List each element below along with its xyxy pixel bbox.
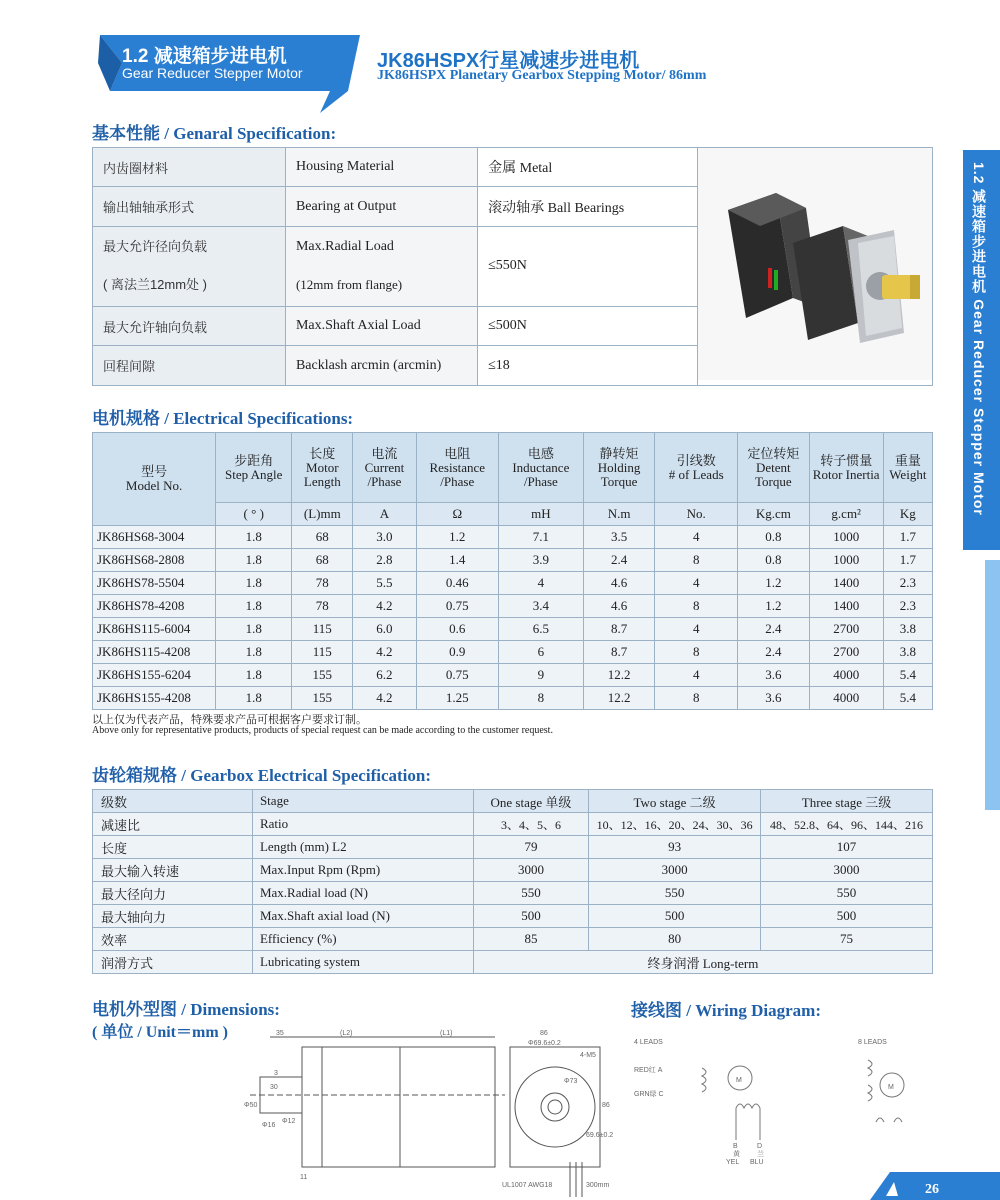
value-cell: 2.3 xyxy=(883,572,932,595)
value-cell: 3.6 xyxy=(737,664,809,687)
value-cell: 1400 xyxy=(809,572,883,595)
wire-b: B xyxy=(733,1143,738,1150)
value-cell: 78 xyxy=(292,572,353,595)
col-header xyxy=(655,433,738,503)
table-row xyxy=(93,641,933,664)
value-cell: 4 xyxy=(655,526,738,549)
note-cn: 以上仅为代表产品，特殊要求产品可根据客户要求订制。 xyxy=(92,714,367,726)
gear-cn: 最大轴向力 xyxy=(93,905,253,928)
side-accent-bar xyxy=(985,560,1000,810)
gear-en: Length (mm) L2 xyxy=(252,836,473,859)
gear-cn: 最大径向力 xyxy=(93,882,253,905)
value-cell: 0.75 xyxy=(416,595,499,618)
col-header xyxy=(809,433,883,503)
gear-en: Ratio xyxy=(252,813,473,836)
value-cell: 1.8 xyxy=(216,526,292,549)
value-cell: 8 xyxy=(655,687,738,710)
spec-en-line2: (12mm from flange) xyxy=(295,277,403,293)
model-cell: JK86HS68-2808 xyxy=(93,549,216,572)
value-cell: 8.7 xyxy=(583,641,655,664)
gear-en: Lubricating system xyxy=(252,951,473,974)
gear-en: Stage xyxy=(252,790,473,813)
value-cell: 2.3 xyxy=(883,595,932,618)
gear-value: 500 xyxy=(473,905,588,928)
dim-label: (L1) xyxy=(440,1030,453,1037)
value-cell: 0.8 xyxy=(737,549,809,572)
gear-col-one: One stage 单级 xyxy=(473,790,588,813)
unit-cell: No. xyxy=(655,503,738,526)
value-cell: 0.8 xyxy=(737,526,809,549)
value-cell: 4.2 xyxy=(353,641,416,664)
gearbox-outline xyxy=(322,1047,400,1167)
value-cell: 8.7 xyxy=(583,618,655,641)
value-cell: 4 xyxy=(655,618,738,641)
unit-cell: (L)mm xyxy=(292,503,353,526)
wiring-8leads-label: 8 LEADS xyxy=(858,1039,887,1046)
value-cell: 1.2 xyxy=(737,572,809,595)
value-cell: 0.6 xyxy=(416,618,499,641)
gearbox-spec-table xyxy=(92,789,933,974)
motor-photo xyxy=(697,148,932,386)
header-cn: 静转矩 xyxy=(599,445,639,461)
wiring-title: 接线图 / Wiring Diagram: xyxy=(631,1001,821,1020)
value-cell: 4.6 xyxy=(583,572,655,595)
gear-value: 79 xyxy=(473,836,588,859)
dims-unit: ( 单位 / Unit＝mm ) xyxy=(92,1024,228,1041)
spec-cn: 最大允许轴向负载 xyxy=(93,306,286,345)
gear-value: 107 xyxy=(761,836,933,859)
value-cell: 8 xyxy=(655,549,738,572)
table-row xyxy=(93,595,933,618)
dim-label: 35 xyxy=(276,1030,284,1037)
gear-title: 齿轮箱规格 / Gearbox Electrical Specification: xyxy=(92,766,431,785)
gear-cn: 润滑方式 xyxy=(93,951,253,974)
gear-value: 10、12、16、20、24、30、36 xyxy=(589,813,761,836)
value-cell: 4 xyxy=(655,572,738,595)
unit-cell: N.m xyxy=(583,503,655,526)
section-title-cn: 1.2 减速箱步进电机 xyxy=(122,46,287,67)
unit-cell: Kg.cm xyxy=(737,503,809,526)
dim-label: Φ69.6±0.2 xyxy=(528,1040,561,1047)
value-cell: 3.8 xyxy=(883,641,932,664)
header-cn: 长度 xyxy=(309,445,336,461)
unit-cell: ( ° ) xyxy=(216,503,292,526)
col-header xyxy=(292,433,353,503)
dim-label: Φ16 xyxy=(262,1122,276,1129)
value-cell: 1.8 xyxy=(216,664,292,687)
value-cell: 2.4 xyxy=(737,618,809,641)
unit-cell: Ω xyxy=(416,503,499,526)
general-spec-table xyxy=(92,147,933,386)
gear-cn: 减速比 xyxy=(93,813,253,836)
header-en: Rotor Inertia xyxy=(812,466,880,482)
value-cell: 1.8 xyxy=(216,549,292,572)
value-cell: 0.75 xyxy=(416,664,499,687)
product-subtitle: JK86HSPX Planetary Gearbox Stepping Motor/ 86mm xyxy=(377,68,707,83)
spec-en: Housing Material xyxy=(285,148,477,187)
gear-value: 3000 xyxy=(473,859,588,882)
col-header xyxy=(353,433,416,503)
header-row xyxy=(93,433,933,503)
header-cn: 电流 xyxy=(371,445,398,461)
value-cell: 115 xyxy=(292,618,353,641)
header-cn: 步距角 xyxy=(234,452,274,468)
dim-label: 30 xyxy=(270,1084,278,1091)
dimension-drawing xyxy=(240,1027,620,1200)
wire-d: D xyxy=(757,1143,763,1150)
table-row xyxy=(93,905,933,928)
value-cell: 4000 xyxy=(809,687,883,710)
table-row xyxy=(93,951,933,974)
value-cell: 1.2 xyxy=(737,595,809,618)
table-row xyxy=(93,572,933,595)
header-cn: 转子惯量 xyxy=(820,452,873,468)
gear-col-two: Two stage 二级 xyxy=(589,790,761,813)
value-cell: 1.2 xyxy=(416,526,499,549)
header-en: Step Angle xyxy=(225,466,283,482)
gear-value: 500 xyxy=(589,905,761,928)
spec-value: ≤550N xyxy=(478,226,698,306)
value-cell: 5.5 xyxy=(353,572,416,595)
value-cell: 2.4 xyxy=(583,549,655,572)
motor-outline xyxy=(400,1047,495,1167)
col-header xyxy=(499,433,584,503)
value-cell: 5.4 xyxy=(883,664,932,687)
header-row xyxy=(93,790,933,813)
value-cell: 78 xyxy=(292,595,353,618)
table-row xyxy=(93,549,933,572)
value-cell: 1.7 xyxy=(883,549,932,572)
spec-en: Max.Shaft Axial Load xyxy=(285,306,477,345)
gear-en: Max.Input Rpm (Rpm) xyxy=(252,859,473,882)
wiring-4leads-label: 4 LEADS xyxy=(634,1039,663,1046)
spec-value: ≤500N xyxy=(478,306,698,345)
value-cell: 0.46 xyxy=(416,572,499,595)
value-cell: 12.2 xyxy=(583,687,655,710)
dim-label: 3 xyxy=(274,1070,278,1077)
value-cell: 3.0 xyxy=(353,526,416,549)
table-row xyxy=(93,882,933,905)
header-en: Inductance /Phase xyxy=(512,459,570,489)
header-cn: 重量 xyxy=(894,452,921,468)
gear-en: Max.Radial load (N) xyxy=(252,882,473,905)
spec-cn: 内齿圈材料 xyxy=(93,148,286,187)
gear-value: 93 xyxy=(589,836,761,859)
value-cell: 2700 xyxy=(809,618,883,641)
table-row xyxy=(93,618,933,641)
value-cell: 1.8 xyxy=(216,641,292,664)
value-cell: 6.2 xyxy=(353,664,416,687)
spec-title: 基本性能 / Genaral Specification: xyxy=(92,124,337,143)
model-cell: JK86HS155-4208 xyxy=(93,687,216,710)
gear-value: 75 xyxy=(761,928,933,951)
value-cell: 1000 xyxy=(809,549,883,572)
spec-en: Bearing at Output xyxy=(285,187,477,226)
value-cell: 1000 xyxy=(809,526,883,549)
value-cell: 1.7 xyxy=(883,526,932,549)
wiring-diagram xyxy=(630,1030,930,1170)
value-cell: 1.8 xyxy=(216,595,292,618)
wire-yel-cn: 黄 xyxy=(733,1151,740,1158)
table-row xyxy=(93,687,933,710)
value-cell: 4.6 xyxy=(583,595,655,618)
table-row xyxy=(93,526,933,549)
col-header xyxy=(583,433,655,503)
gear-value: 85 xyxy=(473,928,588,951)
header-cn: 型号 xyxy=(141,464,168,479)
value-cell: 8 xyxy=(655,641,738,664)
elec-title: 电机规格 / Electrical Specifications: xyxy=(92,409,354,428)
model-cell: JK86HS68-3004 xyxy=(93,526,216,549)
gear-value: 3、4、5、6 xyxy=(473,813,588,836)
dim-label: Φ73 xyxy=(564,1078,578,1085)
value-cell: 4000 xyxy=(809,664,883,687)
motor-m8: M xyxy=(888,1084,894,1091)
wire-red: RED红 A xyxy=(634,1067,663,1074)
table-row xyxy=(93,664,933,687)
col-header-model xyxy=(93,433,216,526)
value-cell: 1.4 xyxy=(416,549,499,572)
wire-blu-cn: 兰 xyxy=(757,1151,764,1158)
dim-label: (L2) xyxy=(340,1030,353,1037)
header-en: # of Leads xyxy=(668,466,724,482)
value-cell: 12.2 xyxy=(583,664,655,687)
gear-value: 80 xyxy=(589,928,761,951)
electrical-spec-table xyxy=(92,432,933,710)
value-cell: 2.4 xyxy=(737,641,809,664)
header-cn: 电阻 xyxy=(444,445,471,461)
spec-cn-line1: 最大允许径向负载 xyxy=(103,239,208,255)
col-header xyxy=(737,433,809,503)
gear-cn: 长度 xyxy=(93,836,253,859)
dim-label: 86 xyxy=(540,1030,548,1037)
product-title: JK86HSPX行星减速步进电机 xyxy=(377,50,640,72)
value-cell: 5.4 xyxy=(883,687,932,710)
spec-value: 滚动轴承 Ball Bearings xyxy=(478,187,698,226)
model-cell: JK86HS78-4208 xyxy=(93,595,216,618)
value-cell: 3.9 xyxy=(499,549,584,572)
gear-en: Efficiency (%) xyxy=(252,928,473,951)
gear-value: 550 xyxy=(473,882,588,905)
value-cell: 8 xyxy=(655,595,738,618)
value-cell: 1.8 xyxy=(216,572,292,595)
value-cell: 2.8 xyxy=(353,549,416,572)
model-cell: JK86HS115-4208 xyxy=(93,641,216,664)
col-header xyxy=(883,433,932,503)
spec-en-line1: Max.Radial Load xyxy=(295,239,394,255)
spec-en xyxy=(285,226,477,306)
value-cell: 9 xyxy=(499,664,584,687)
value-cell: 6 xyxy=(499,641,584,664)
value-cell: 68 xyxy=(292,526,353,549)
header-en: Weight xyxy=(889,466,927,482)
col-header xyxy=(416,433,499,503)
header-cn: 引线数 xyxy=(676,452,716,468)
units-row xyxy=(93,503,933,526)
value-cell: 3.8 xyxy=(883,618,932,641)
note-en: Above only for representative products, products of special request can be made according to the customer request. xyxy=(92,725,553,736)
table-row xyxy=(93,836,933,859)
value-cell: 155 xyxy=(292,664,353,687)
gear-value: 终身润滑 Long-term xyxy=(473,951,932,974)
unit-cell: g.cm² xyxy=(809,503,883,526)
gear-value: 48、52.8、64、96、144、216 xyxy=(761,813,933,836)
header-cn: 定位转矩 xyxy=(747,445,800,461)
col-header xyxy=(216,433,292,503)
flange-outline xyxy=(302,1047,322,1167)
model-cell: JK86HS155-6204 xyxy=(93,664,216,687)
value-cell: 2700 xyxy=(809,641,883,664)
spec-cn-line2: ( 离法兰12mm处 ) xyxy=(103,277,208,293)
gear-value: 3000 xyxy=(761,859,933,882)
header-en: Current /Phase xyxy=(364,459,405,489)
value-cell: 3.4 xyxy=(499,595,584,618)
value-cell: 6.0 xyxy=(353,618,416,641)
value-cell: 115 xyxy=(292,641,353,664)
unit-cell: A xyxy=(353,503,416,526)
value-cell: 4 xyxy=(499,572,584,595)
header-en: Resistance /Phase xyxy=(429,459,486,489)
spec-cn xyxy=(93,226,286,306)
header-en: Detent Torque xyxy=(755,459,792,489)
motor-m: M xyxy=(736,1077,742,1084)
wire-blu: BLU xyxy=(750,1159,764,1166)
value-cell: 8 xyxy=(499,687,584,710)
side-tab xyxy=(963,150,1000,550)
value-cell: 7.1 xyxy=(499,526,584,549)
page-number: 26 xyxy=(925,1182,939,1197)
value-cell: 68 xyxy=(292,549,353,572)
section-banner xyxy=(80,33,360,113)
unit-cell: mH xyxy=(499,503,584,526)
gear-cn: 级数 xyxy=(93,790,253,813)
gear-col-three: Three stage 三级 xyxy=(761,790,933,813)
side-tab-label: 1.2 减速箱步进电机 Gear Reducer Stepper Motor xyxy=(971,162,987,516)
table-row xyxy=(93,859,933,882)
gear-value: 550 xyxy=(589,882,761,905)
dims-title: 电机外型图 / Dimensions: xyxy=(92,1000,280,1019)
wire-grn: GRN绿 C xyxy=(634,1091,664,1098)
header-en: Motor Length xyxy=(303,459,341,489)
unit-cell: Kg xyxy=(883,503,932,526)
dim-label: 86 xyxy=(602,1102,610,1109)
spec-value: 金属 Metal xyxy=(478,148,698,187)
value-cell: 1.25 xyxy=(416,687,499,710)
spec-cn: 输出轴轴承形式 xyxy=(93,187,286,226)
gear-value: 3000 xyxy=(589,859,761,882)
value-cell: 3.6 xyxy=(737,687,809,710)
section-title-en: Gear Reducer Stepper Motor xyxy=(122,65,303,81)
value-cell: 155 xyxy=(292,687,353,710)
dim-label: 11 xyxy=(300,1174,308,1181)
spec-value: ≤18 xyxy=(478,346,698,386)
spec-cn: 回程间隙 xyxy=(93,346,286,386)
value-cell: 3.5 xyxy=(583,526,655,549)
gear-value: 550 xyxy=(761,882,933,905)
dim-label: Φ50 xyxy=(244,1102,258,1109)
table-row xyxy=(93,813,933,836)
value-cell: 1.8 xyxy=(216,687,292,710)
table-row xyxy=(93,928,933,951)
header-en: Model No. xyxy=(125,478,183,493)
value-cell: 1400 xyxy=(809,595,883,618)
dim-label: 300mm xyxy=(586,1182,610,1189)
value-cell: 4 xyxy=(655,664,738,687)
wire-yel: YEL xyxy=(726,1159,740,1166)
header-en: Holding Torque xyxy=(597,459,641,489)
gear-en: Max.Shaft axial load (N) xyxy=(252,905,473,928)
value-cell: 4.2 xyxy=(353,595,416,618)
header-cn: 电感 xyxy=(527,445,554,461)
value-cell: 6.5 xyxy=(499,618,584,641)
table-row xyxy=(93,148,933,187)
dim-label: 4-M5 xyxy=(580,1052,596,1059)
spec-en: Backlash arcmin (arcmin) xyxy=(285,346,477,386)
gear-cn: 最大输入转速 xyxy=(93,859,253,882)
model-cell: JK86HS115-6004 xyxy=(93,618,216,641)
dim-label: 69.6±0.2 xyxy=(586,1132,614,1139)
value-cell: 1.8 xyxy=(216,618,292,641)
gear-cn: 效率 xyxy=(93,928,253,951)
value-cell: 4.2 xyxy=(353,687,416,710)
dim-label: UL1007 AWG18 xyxy=(502,1182,553,1189)
gear-value: 500 xyxy=(761,905,933,928)
model-cell: JK86HS78-5504 xyxy=(93,572,216,595)
value-cell: 0.9 xyxy=(416,641,499,664)
dim-label: Φ12 xyxy=(282,1118,296,1125)
